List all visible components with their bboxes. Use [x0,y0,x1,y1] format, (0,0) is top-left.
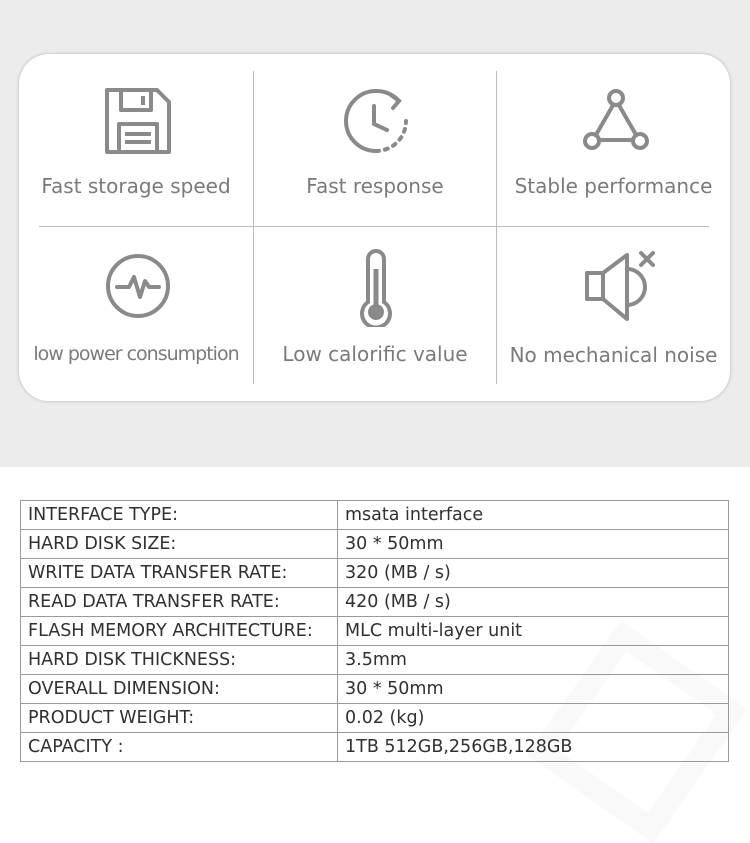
spec-key: HARD DISK SIZE: [21,530,338,559]
feature-label: low power consumption [33,343,239,365]
spec-key: HARD DISK THICKNESS: [21,646,338,675]
clock-refresh-icon [341,86,411,156]
feature-stable-performance [497,54,730,226]
spec-key: CAPACITY : [21,733,338,762]
feature-label: Fast response [306,174,444,198]
triangle-nodes-icon [581,88,651,154]
table-row [21,559,729,588]
feature-fast-response [254,54,496,226]
feature-label: Stable performance [514,174,713,198]
spec-key: PRODUCT WEIGHT: [21,704,338,733]
table-row [21,530,729,559]
table-row [21,675,729,704]
feature-fast-storage-speed [19,54,253,226]
feature-low-power-consumption [19,227,253,401]
spec-value: msata interface [338,501,729,530]
table-row [21,704,729,733]
table-row [21,617,729,646]
spec-value: 320 (MB / s) [338,559,729,588]
spec-value: 3.5mm [338,646,729,675]
thermometer-icon [356,247,396,327]
features-card [19,54,730,401]
spec-value: 0.02 (kg) [338,704,729,733]
spec-key: INTERFACE TYPE: [21,501,338,530]
spec-value: 30 * 50mm [338,530,729,559]
feature-no-mechanical-noise [497,227,730,401]
spec-key: OVERALL DIMENSION: [21,675,338,704]
feature-label: Low calorific value [282,342,468,366]
floppy-disk-icon [103,86,173,156]
feature-label: Fast storage speed [41,174,231,198]
spec-key: READ DATA TRANSFER RATE: [21,588,338,617]
spec-key: WRITE DATA TRANSFER RATE: [21,559,338,588]
table-row [21,733,729,762]
table-row [21,588,729,617]
spec-value: 1TB 512GB,256GB,128GB [338,733,729,762]
feature-low-calorific-value [254,227,496,401]
table-row [21,646,729,675]
spec-value: MLC multi-layer unit [338,617,729,646]
spec-value: 30 * 50mm [338,675,729,704]
spec-value: 420 (MB / s) [338,588,729,617]
table-row [21,501,729,530]
spec-key: FLASH MEMORY ARCHITECTURE: [21,617,338,646]
feature-label: No mechanical noise [509,343,718,367]
spec-table [20,500,729,762]
speaker-mute-icon [581,247,665,327]
heartbeat-pulse-icon [103,251,173,321]
